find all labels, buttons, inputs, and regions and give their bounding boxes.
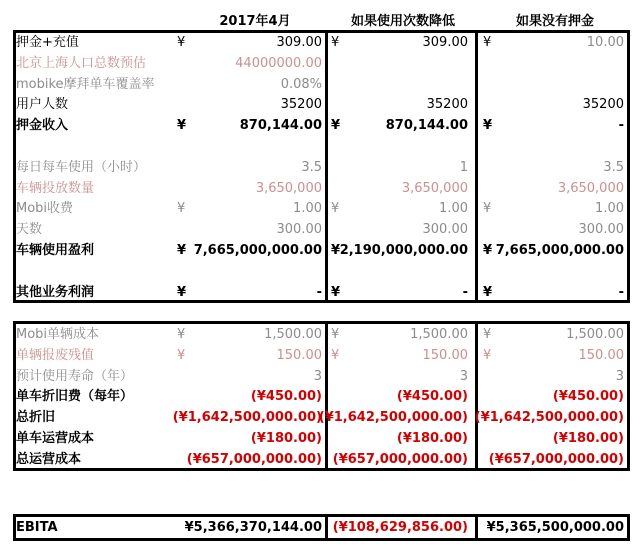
- table-row: [0, 282, 640, 303]
- cell-value: 7,665,000,000.00: [495, 243, 624, 258]
- column-header-reduced-usage: 如果使用次数降低: [350, 14, 455, 29]
- cell-value: 3,650,000: [401, 180, 468, 196]
- currency-symbol: ¥: [331, 327, 340, 342]
- cell-value: (¥108,629,856.00): [332, 520, 468, 535]
- cell-value: ¥5,365,500,000.00: [486, 520, 624, 535]
- currency-symbol: ¥: [483, 347, 492, 363]
- row-label: 总运营成本: [16, 451, 82, 467]
- currency-symbol: ¥: [177, 118, 187, 134]
- cell-value: (¥450.00): [396, 389, 468, 405]
- currency-symbol: ¥: [331, 284, 341, 300]
- row-label: 单车运营成本: [16, 431, 95, 446]
- row-label: 用户人数: [16, 97, 69, 113]
- cell-value: 2,190,000,000.00: [339, 243, 468, 258]
- row-label: 北京上海人口总数预估: [16, 55, 147, 71]
- table-row: [0, 32, 640, 53]
- row-label: Mobi收费: [16, 201, 74, 217]
- currency-symbol: ¥: [331, 347, 340, 363]
- currency-symbol: ¥: [483, 35, 492, 50]
- table-row: [0, 449, 640, 470]
- cell-value: 309.00: [422, 35, 468, 50]
- cell-value: ¥5,366,370,144.00: [184, 520, 322, 535]
- currency-symbol: ¥: [177, 35, 186, 50]
- row-label: 天数: [16, 222, 43, 238]
- cell-value: 150.00: [578, 347, 624, 363]
- cell-value: 3,650,000: [557, 180, 624, 196]
- cell-value: 3: [459, 368, 468, 384]
- cell-value: 0.08%: [280, 76, 322, 92]
- cell-value: (¥1,642,500,000.00): [172, 410, 322, 426]
- currency-symbol: ¥: [483, 284, 493, 300]
- currency-symbol: ¥: [177, 201, 186, 217]
- cell-value: 870,144.00: [239, 118, 322, 134]
- table-row: [0, 324, 640, 345]
- cell-value: 3: [313, 368, 322, 384]
- table-row: [0, 157, 640, 178]
- row-label: 其他业务利润: [16, 284, 95, 300]
- row-label: 单车折旧费（每年）: [16, 389, 134, 405]
- currency-symbol: ¥: [177, 284, 187, 300]
- table-row: [0, 366, 640, 387]
- cell-value: 3: [615, 368, 624, 384]
- cell-value: 300.00: [276, 222, 322, 238]
- column-header-no-deposit: 如果没有押金: [515, 14, 594, 29]
- currency-symbol: ¥: [177, 347, 186, 363]
- cell-value: 10.00: [586, 35, 624, 50]
- row-label: 押金收入: [16, 118, 69, 134]
- table-row: [0, 178, 640, 199]
- cell-value: 1,500.00: [566, 327, 624, 342]
- cell-value: 150.00: [422, 347, 468, 363]
- cell-value: 300.00: [578, 222, 624, 238]
- cell-value: (¥180.00): [250, 431, 322, 446]
- table-row: [0, 115, 640, 136]
- cell-value: 1: [459, 159, 468, 175]
- row-label: 预计使用寿命（年）: [16, 368, 134, 384]
- cell-value: 150.00: [276, 347, 322, 363]
- currency-symbol: ¥: [331, 118, 341, 134]
- cell-value: 35200: [280, 97, 322, 113]
- row-label: mobike摩拜单车覆盖率: [16, 76, 155, 92]
- cell-value: 35200: [582, 97, 624, 113]
- cell-value: 7,665,000,000.00: [193, 243, 322, 258]
- cell-value: 1.00: [439, 201, 468, 217]
- table-row: [0, 386, 640, 407]
- currency-symbol: ¥: [331, 243, 341, 258]
- cell-value: 870,144.00: [385, 118, 468, 134]
- currency-symbol: ¥: [177, 243, 187, 258]
- currency-symbol: ¥: [483, 201, 492, 217]
- cell-value: (¥657,000,000.00): [488, 451, 624, 467]
- cell-value: -: [618, 284, 624, 300]
- row-label: 单辆报废残值: [16, 347, 95, 363]
- table-row: [0, 94, 640, 115]
- table-row: [0, 240, 640, 261]
- cell-value: 300.00: [422, 222, 468, 238]
- cell-value: -: [316, 284, 322, 300]
- table-row: [0, 136, 640, 157]
- cell-value: -: [462, 284, 468, 300]
- table-row: [0, 74, 640, 95]
- table-row: [0, 53, 640, 74]
- row-label: 每日每车使用（小时）: [16, 159, 147, 175]
- cell-value: (¥180.00): [552, 431, 624, 446]
- currency-symbol: ¥: [483, 118, 493, 134]
- cell-value: (¥1,642,500,000.00): [318, 410, 468, 426]
- row-label: 车辆投放数量: [16, 180, 95, 196]
- table-row: [0, 198, 640, 219]
- ebita-row: [0, 517, 640, 538]
- cell-value: (¥450.00): [250, 389, 322, 405]
- currency-symbol: ¥: [483, 243, 493, 258]
- currency-symbol: ¥: [331, 201, 340, 217]
- currency-symbol: ¥: [331, 35, 340, 50]
- cell-value: 1,500.00: [264, 327, 322, 342]
- cell-value: (¥450.00): [552, 389, 624, 405]
- cell-value: 1,500.00: [410, 327, 468, 342]
- cell-value: 1.00: [595, 201, 624, 217]
- table-row: [0, 345, 640, 366]
- currency-symbol: ¥: [483, 327, 492, 342]
- cell-value: 1.00: [293, 201, 322, 217]
- cell-value: 35200: [426, 97, 468, 113]
- table-row: [0, 428, 640, 449]
- row-label: 押金+充值: [16, 35, 79, 50]
- table-row: [0, 219, 640, 240]
- cell-value: 3.5: [301, 159, 322, 175]
- table-row: [0, 261, 640, 282]
- cell-value: (¥1,642,500,000.00): [474, 410, 624, 426]
- row-label: Mobi单辆成本: [16, 327, 100, 342]
- table-row: [0, 407, 640, 428]
- column-header-2017-april: 2017年4月: [219, 14, 291, 29]
- row-label: 车辆使用盈利: [16, 243, 95, 258]
- row-label: 总折旧: [16, 410, 56, 426]
- cell-value: (¥180.00): [396, 431, 468, 446]
- cell-value: (¥657,000,000.00): [332, 451, 468, 467]
- cell-value: 309.00: [276, 35, 322, 50]
- cell-value: 44000000.00: [235, 55, 322, 71]
- cell-value: -: [618, 118, 624, 134]
- row-label: EBITA: [16, 520, 58, 535]
- cell-value: 3,650,000: [255, 180, 322, 196]
- currency-symbol: ¥: [177, 327, 186, 342]
- cell-value: (¥657,000,000.00): [186, 451, 322, 467]
- cell-value: 3.5: [603, 159, 624, 175]
